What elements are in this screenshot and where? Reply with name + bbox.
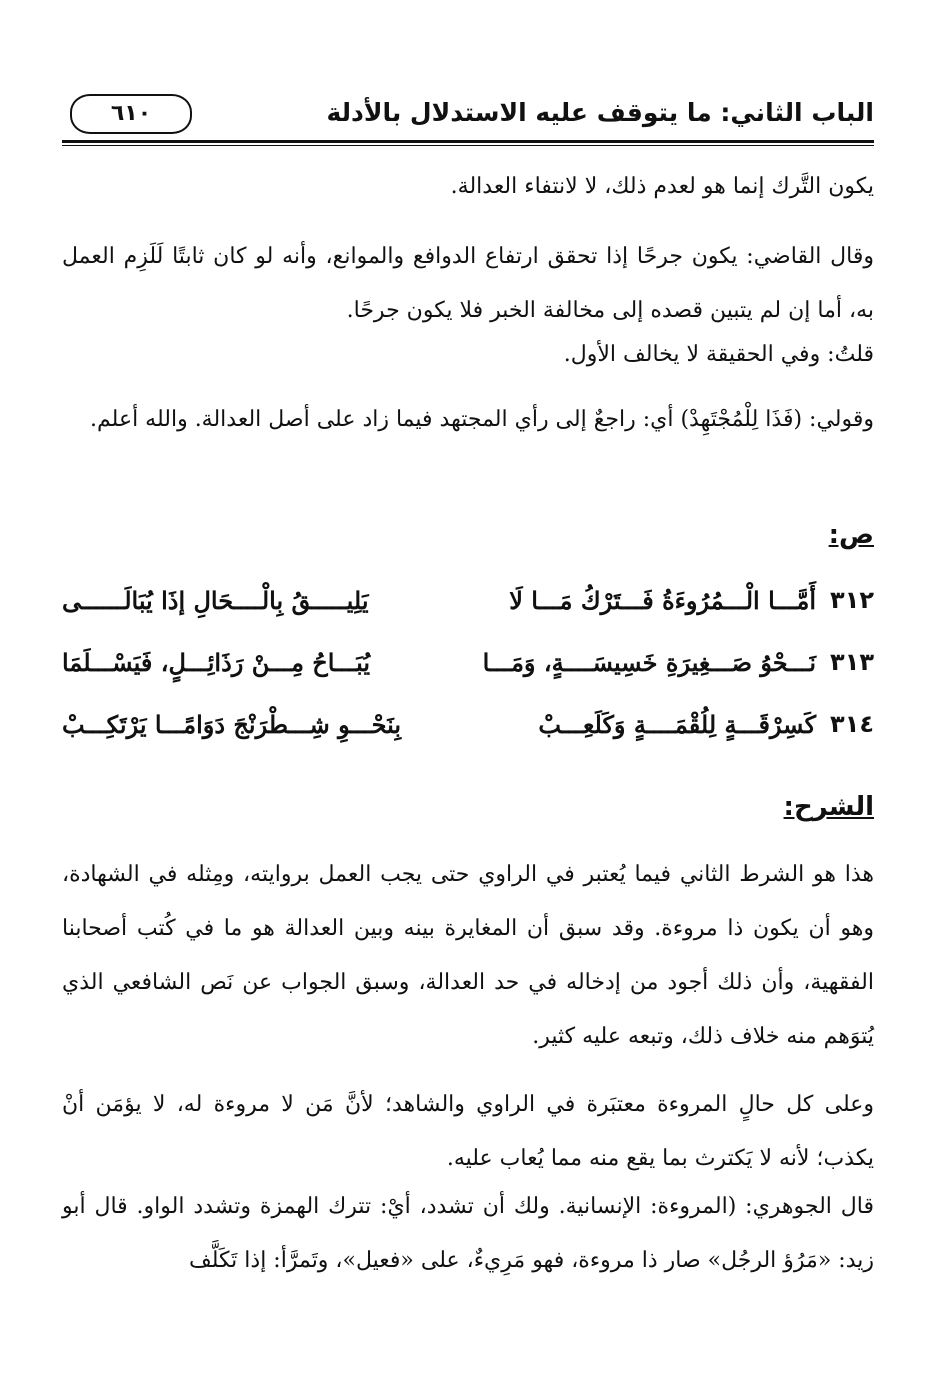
book-page — [62, 88, 874, 1348]
verse-first-hemistich: أَمَّـــا الْـــمُرُوءَةُ فَـــتَرْكُ مَـــا لَا — [509, 586, 816, 615]
verse-second-hemistich: يَلِيـــــقُ بِالْــــحَالِ إذَا يُبَالَــــــى — [62, 586, 369, 615]
sharh-heading: الشرح: — [783, 792, 874, 822]
header-rule — [62, 140, 874, 143]
header-rule-thin — [62, 145, 874, 146]
verse-number: ٣١٣ — [830, 648, 874, 676]
verse-number: ٣١٢ — [830, 586, 874, 614]
verse-second-hemistich: بِنَحْـــوِ شِـــطْرَنْجَ دَوَامًـــا يَرْتَكِـــبْ — [62, 710, 401, 739]
verse-second-hemistich: يُبَـــاحُ مِـــنْ رَذَائِـــلٍ، فَيَسْـــلَمَا — [62, 648, 371, 677]
sharh-paragraph-1: هذا هو الشرط الثاني فيما يُعتبر في الراوي حتى يجب العمل بروايته، ومِثله في الشهادة، وهو أن يكون ذا مروءة. وقد سبق أن المغايرة بينه وبين العدالة هو ما في كُتب أصحابنا الفقهية، وأن ذلك أجود من إدخاله في حد العدالة، وسبق الجواب عن نَص الشافعي الذي يُتوَهم منه خلاف ذلك، وتبعه عليه كثير. — [62, 862, 874, 1049]
page-header — [62, 88, 874, 146]
verse-first-hemistich: نَـــحْوُ صَـــغِيرَةِ خَسِيسَــــةٍ، وَمَـــا — [482, 648, 816, 677]
verse-heading: ص: — [828, 520, 874, 550]
page-number: ٦١٠ — [70, 94, 192, 134]
verse-first-hemistich: كَسِرْقَـــةٍ لِلُقْمَــــةٍ وَكَلَعِـــبْ — [538, 710, 816, 739]
sharh-paragraph-3: قال الجوهري: (المروءة: الإنسانية. ولك أن تشدد، أيْ: تترك الهمزة وتشدد الواو. قال أبو زيد: «مَرُؤ الرجُل» صار ذا مروءة، فهو مَرِيءٌ، على «فعيل»، وتَمرَّأ: إذا تَكَلَّف — [62, 1194, 874, 1273]
verse-312 — [62, 586, 874, 642]
sharh-paragraph-2: وعلى كل حالٍ المروءة معتبَرة في الراوي والشاهد؛ لأنَّ مَن لا مروءة له، لا يؤمَن أنْ يكذب؛ لأنه لا يَكترث بما يقع منه مما يُعاب عليه. — [62, 1092, 874, 1171]
paragraph-3: قلتُ: وفي الحقيقة لا يخالف الأول. — [563, 342, 874, 367]
verse-number: ٣١٤ — [830, 710, 874, 738]
paragraph-2: وقال القاضي: يكون جرحًا إذا تحقق ارتفاع الدوافع والموانع، وأنه لو كان ثابتًا لَلَزِم العمل به، أما إن لم يتبين قصده إلى مخالفة الخبر فلا يكون جرحًا. — [62, 244, 874, 323]
running-title: الباب الثاني: ما يتوقف عليه الاستدلال بالأدلة — [326, 98, 874, 127]
paragraph-1: يكون التَّرك إنما هو لعدم ذلك، لا لانتفاء العدالة. — [450, 174, 874, 199]
verse-314 — [62, 710, 874, 766]
paragraph-4: وقولي: (فَذَا لِلْمُجْتَهِدْ) أي: راجعٌ إلى رأي المجتهد فيما زاد على أصل العدالة. والله أعلم. — [90, 407, 874, 432]
verse-313 — [62, 648, 874, 704]
